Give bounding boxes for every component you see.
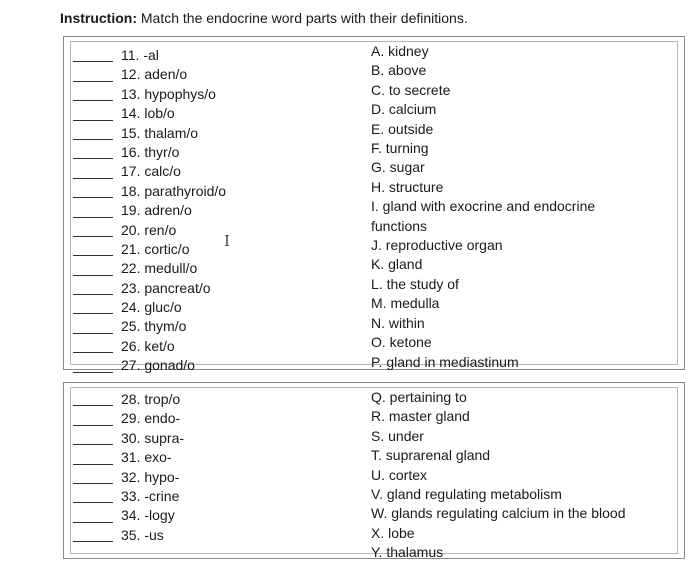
definition-item: L. the study of [371, 275, 459, 292]
answer-blank[interactable] [73, 313, 113, 314]
definition-item: D. calcium [371, 101, 437, 118]
term-text: 29. endo- [121, 410, 181, 427]
definition-item: P. gland in mediastinum [371, 353, 519, 370]
instruction-text: Match the endocrine word parts with their definitions. [137, 10, 468, 26]
term-row[interactable] [73, 356, 226, 375]
term-text: 16. thyr/o [121, 143, 180, 160]
answer-blank[interactable] [73, 502, 113, 503]
term-row[interactable] [73, 526, 184, 545]
term-text: 22. medull/o [121, 260, 198, 277]
answer-blank[interactable] [73, 236, 113, 237]
term-text: 11. -al [121, 47, 159, 63]
answer-blank[interactable] [73, 483, 113, 484]
answer-blank[interactable] [73, 464, 113, 465]
definition-item: G. sugar [371, 159, 425, 176]
answer-blank[interactable] [73, 100, 113, 101]
definition-item: R. master gland [371, 408, 470, 425]
term-row[interactable] [73, 85, 226, 104]
definition-item: E. outside [371, 120, 434, 137]
term-row[interactable] [73, 448, 184, 467]
term-text: 15. thalam/o [121, 124, 199, 141]
answer-blank[interactable] [73, 197, 113, 198]
answer-blank[interactable] [73, 120, 113, 121]
definition-item: A. kidney [371, 43, 429, 59]
answer-blank[interactable] [73, 217, 113, 218]
term-text: 33. -crine [121, 487, 180, 504]
terms-column-2 [73, 390, 184, 545]
term-text: 28. trop/o [121, 391, 181, 407]
term-row[interactable] [73, 162, 226, 181]
term-row[interactable] [73, 201, 226, 220]
term-row[interactable] [73, 259, 226, 278]
definition-item: I. gland with exocrine and endocrine [371, 198, 596, 215]
definition-item: functions [371, 217, 428, 234]
instruction-label: Instruction: [60, 10, 137, 26]
definition-item: M. medulla [371, 295, 440, 312]
answer-blank[interactable] [73, 333, 113, 334]
term-row[interactable] [73, 240, 226, 259]
matching-section-2-inner [70, 387, 678, 561]
answer-blank[interactable] [73, 541, 113, 542]
definition-item: T. suprarenal gland [371, 447, 491, 464]
term-text: 30. supra- [121, 429, 185, 446]
term-text: 20. ren/o [121, 221, 177, 238]
terms-column-1 [73, 46, 226, 376]
definition-item: X. lobe [371, 524, 415, 541]
answer-blank[interactable] [73, 255, 113, 256]
definition-item: K. gland [371, 256, 423, 273]
term-row[interactable] [73, 487, 184, 506]
definition-item: J. reproductive organ [371, 237, 503, 254]
definition-item: C. to secrete [371, 81, 451, 98]
term-text: 26. ket/o [121, 337, 175, 354]
definition-item: U. cortex [371, 466, 428, 483]
term-row[interactable] [73, 46, 226, 65]
term-row[interactable] [73, 317, 226, 336]
definition-item: W. glands regulating calcium in the blood [371, 505, 626, 522]
answer-blank[interactable] [73, 405, 113, 406]
term-text: 24. gluc/o [121, 299, 182, 316]
term-text: 18. parathyroid/o [121, 182, 227, 199]
instruction-line [60, 10, 468, 26]
answer-blank[interactable] [73, 444, 113, 445]
answer-blank[interactable] [73, 425, 113, 426]
definition-item: B. above [371, 62, 427, 79]
definitions-column-2 [371, 388, 625, 563]
definition-item: Q. pertaining to [371, 389, 467, 405]
term-row[interactable] [73, 429, 184, 448]
term-row[interactable] [73, 221, 226, 240]
definition-item: S. under [371, 427, 424, 444]
term-text: 35. -us [121, 526, 164, 543]
answer-blank[interactable] [73, 275, 113, 276]
definition-item: N. within [371, 314, 425, 331]
term-row[interactable] [73, 468, 184, 487]
definition-item: F. turning [371, 140, 429, 157]
term-text: 32. hypo- [121, 468, 180, 485]
answer-blank[interactable] [73, 158, 113, 159]
term-row[interactable] [73, 182, 226, 201]
term-row[interactable] [73, 104, 226, 123]
term-text: 21. cortic/o [121, 240, 190, 257]
definition-item: V. gland regulating metabolism [371, 486, 562, 503]
term-text: 23. pancreat/o [121, 279, 211, 296]
definition-item: Y. thalamus [371, 544, 444, 561]
answer-blank[interactable] [73, 372, 113, 373]
term-row[interactable] [73, 337, 226, 356]
matching-section-2 [63, 382, 685, 559]
answer-blank[interactable] [73, 139, 113, 140]
answer-blank[interactable] [73, 81, 113, 82]
answer-blank[interactable] [73, 178, 113, 179]
term-row[interactable] [73, 279, 226, 298]
term-row[interactable] [73, 143, 226, 162]
term-text: 14. lob/o [121, 105, 175, 122]
answer-blank[interactable] [73, 352, 113, 353]
term-text: 25. thym/o [121, 318, 187, 335]
term-row[interactable] [73, 298, 226, 317]
text-cursor-icon: I [224, 232, 230, 250]
definitions-column-1 [371, 42, 595, 372]
definition-item: O. ketone [371, 334, 432, 351]
term-text: 12. aden/o [121, 66, 188, 83]
answer-blank[interactable] [73, 294, 113, 295]
term-text: 27. gonad/o [121, 357, 195, 374]
term-row[interactable] [73, 65, 226, 84]
answer-blank[interactable] [73, 61, 113, 62]
term-text: 31. exo- [121, 449, 172, 466]
matching-section-1 [63, 36, 685, 374]
matching-section-1-inner [70, 41, 678, 374]
term-text: 13. hypophys/o [121, 85, 216, 102]
term-row[interactable] [73, 390, 184, 409]
term-row[interactable] [73, 124, 226, 143]
term-row[interactable] [73, 409, 184, 428]
term-text: 19. adren/o [121, 202, 192, 219]
term-text: 34. -logy [121, 507, 175, 524]
answer-blank[interactable] [73, 522, 113, 523]
term-text: 17. calc/o [121, 163, 181, 180]
definition-item: H. structure [371, 178, 444, 195]
term-row[interactable] [73, 506, 184, 525]
